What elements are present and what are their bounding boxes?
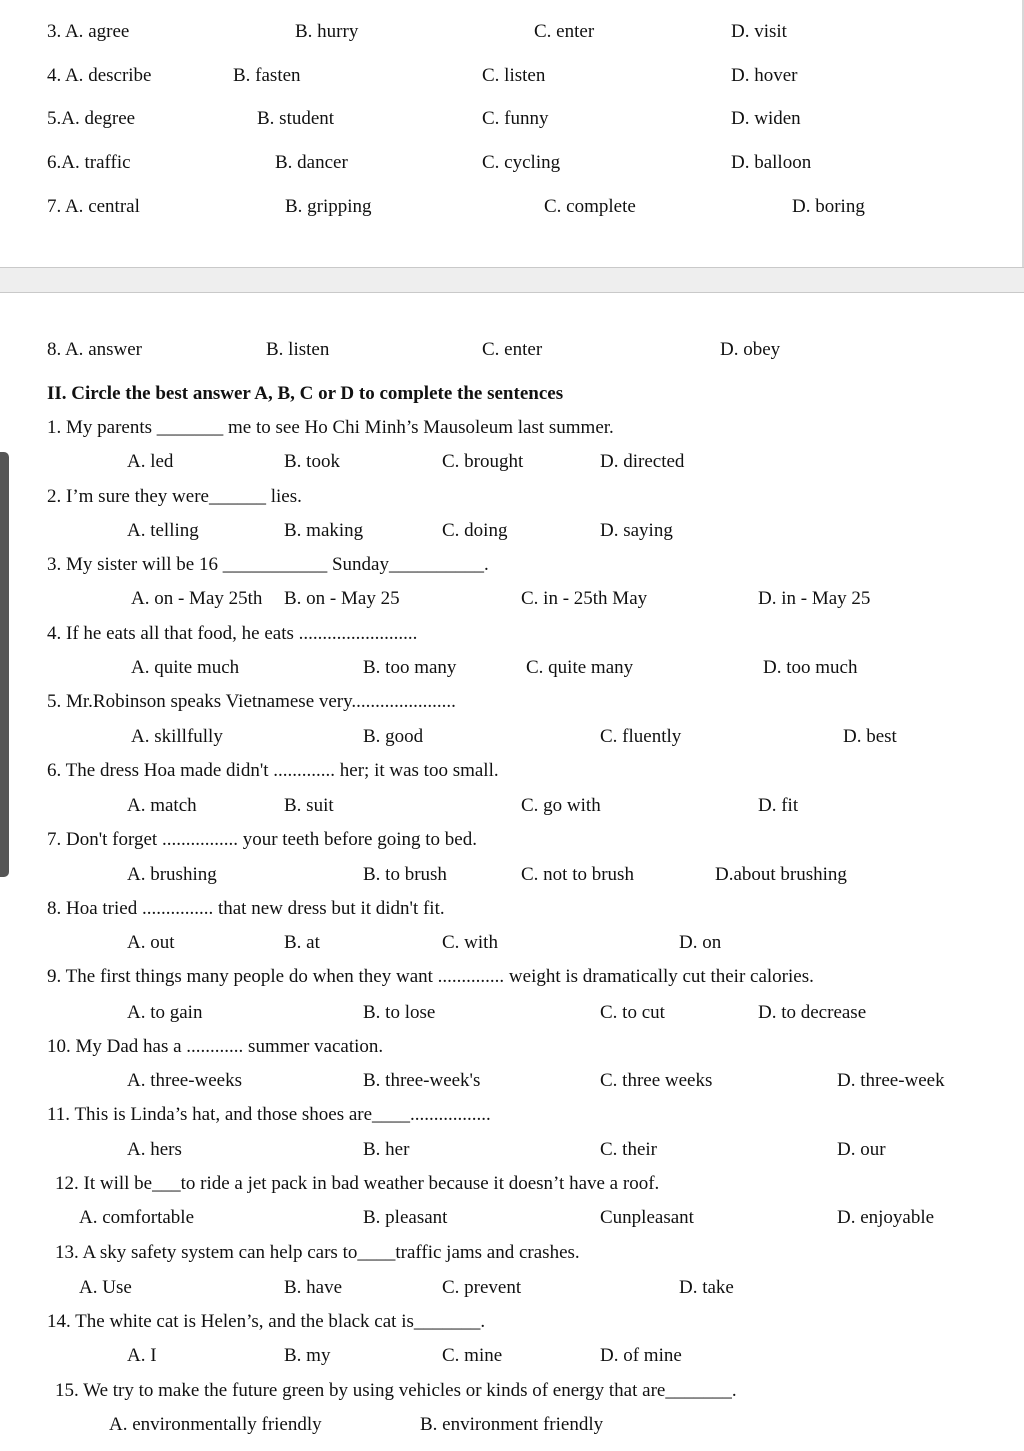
- item-4-c: C. listen: [482, 65, 546, 86]
- q6-option-c: C. go with: [521, 795, 601, 816]
- question-7: 7. Don't forget ................ your teeth before going to bed.: [47, 829, 477, 850]
- q1-option-c: C. brought: [442, 451, 524, 472]
- section-heading: II. Circle the best answer A, B, C or D to complete the sentences: [47, 383, 564, 404]
- q10-option-c: C. three weeks: [600, 1070, 713, 1091]
- q2-option-c: C. doing: [442, 520, 508, 541]
- q14-option-a: A. I: [127, 1345, 157, 1366]
- item-3-d: D. visit: [731, 21, 787, 42]
- q3-option-d: D. in - May 25: [758, 588, 871, 609]
- q4-option-a: A. quite much: [131, 657, 240, 678]
- scrollbar[interactable]: [0, 452, 9, 877]
- question-13: 13. A sky safety system can help cars to____traffic jams and crashes.: [55, 1242, 580, 1263]
- q10-option-d: D. three-week: [837, 1070, 945, 1091]
- q2-option-b: B. making: [284, 520, 364, 541]
- item-6-a: 6.A. traffic: [47, 152, 131, 173]
- q9-option-d: D. to decrease: [758, 1002, 867, 1023]
- q5-option-b: B. good: [363, 726, 424, 747]
- item-6-c: C. cycling: [482, 152, 561, 173]
- question-11: 11. This is Linda’s hat, and those shoes are____.................: [47, 1104, 491, 1125]
- item-5-d: D. widen: [731, 108, 801, 129]
- q9-option-a: A. to gain: [127, 1002, 203, 1023]
- q3-option-c: C. in - 25th May: [521, 588, 648, 609]
- item-4-a: 4. A. describe: [47, 65, 152, 86]
- q1-option-a: A. led: [127, 451, 174, 472]
- q5-option-d: D. best: [843, 726, 897, 747]
- q14-option-b: B. my: [284, 1345, 331, 1366]
- q13-option-c: C. prevent: [442, 1277, 522, 1298]
- q9-option-b: B. to lose: [363, 1002, 436, 1023]
- q5-option-a: A. skillfully: [131, 726, 223, 747]
- item-3-c: C. enter: [534, 21, 595, 42]
- question-4: 4. If he eats all that food, he eats .........................: [47, 623, 418, 644]
- q3-option-a: A. on - May 25th: [131, 588, 263, 609]
- q4-option-b: B. too many: [363, 657, 457, 678]
- q15-option-a: A. environmentally friendly: [109, 1414, 322, 1435]
- question-12: 12. It will be___to ride a jet pack in bad weather because it doesn’t have a roof.: [55, 1173, 660, 1194]
- q8-option-d: D. on: [679, 932, 722, 953]
- q11-option-b: B. her: [363, 1139, 410, 1160]
- q7-option-c: C. not to brush: [521, 864, 634, 885]
- item-7-a: 7. A. central: [47, 196, 140, 217]
- q8-option-b: B. at: [284, 932, 320, 953]
- question-8: 8. Hoa tried ............... that new dress but it didn't fit.: [47, 898, 445, 919]
- item-7-b: B. gripping: [285, 196, 372, 217]
- q6-option-b: B. suit: [284, 795, 334, 816]
- q1-option-d: D. directed: [600, 451, 685, 472]
- q12-option-d: D. enjoyable: [837, 1207, 935, 1228]
- item-4-d: D. hover: [731, 65, 798, 86]
- question-14: 14. The white cat is Helen’s, and the black cat is_______.: [47, 1311, 486, 1332]
- q14-option-c: C. mine: [442, 1345, 503, 1366]
- question-1: 1. My parents _______ me to see Ho Chi Minh’s Mausoleum last summer.: [47, 417, 614, 438]
- q5-option-c: C. fluently: [600, 726, 682, 747]
- q10-option-a: A. three-weeks: [127, 1070, 243, 1091]
- q4-option-c: C. quite many: [526, 657, 634, 678]
- q8-option-a: A. out: [127, 932, 175, 953]
- q3-option-b: B. on - May 25: [284, 588, 400, 609]
- q13-option-d: D. take: [679, 1277, 734, 1298]
- item-8-b: B. listen: [266, 339, 330, 360]
- q14-option-d: D. of mine: [600, 1345, 682, 1366]
- item-8-a: 8. A. answer: [47, 339, 142, 360]
- q4-option-d: D. too much: [763, 657, 858, 678]
- item-5-c: C. funny: [482, 108, 549, 129]
- item-6-b: B. dancer: [275, 152, 348, 173]
- q12-option-c: Cunpleasant: [600, 1207, 694, 1228]
- q7-option-d: D.about brushing: [715, 864, 847, 885]
- question-2: 2. I’m sure they were______ lies.: [47, 486, 302, 507]
- item-4-b: B. fasten: [233, 65, 301, 86]
- item-7-c: C. complete: [544, 196, 636, 217]
- question-5: 5. Mr.Robinson speaks Vietnamese very......................: [47, 691, 456, 712]
- page-gap: [0, 267, 1024, 293]
- question-6: 6. The dress Hoa made didn't ............. her; it was too small.: [47, 760, 499, 781]
- q7-option-b: B. to brush: [363, 864, 447, 885]
- question-10: 10. My Dad has a ............ summer vacation.: [47, 1036, 384, 1057]
- item-3-a: 3. A. agree: [47, 21, 130, 42]
- q6-option-a: A. match: [127, 795, 197, 816]
- q7-option-a: A. brushing: [127, 864, 217, 885]
- q6-option-d: D. fit: [758, 795, 799, 816]
- q2-option-d: D. saying: [600, 520, 673, 541]
- question-9: 9. The first things many people do when they want .............. weight is dramatically cut their calories.: [47, 966, 814, 987]
- q8-option-c: C. with: [442, 932, 498, 953]
- q10-option-b: B. three-week's: [363, 1070, 481, 1091]
- item-3-b: B. hurry: [295, 21, 359, 42]
- item-8-c: C. enter: [482, 339, 543, 360]
- q15-option-b: B. environment friendly: [420, 1414, 604, 1435]
- q1-option-b: B. took: [284, 451, 340, 472]
- q13-option-a: A. Use: [79, 1277, 132, 1298]
- item-7-d: D. boring: [792, 196, 865, 217]
- q11-option-a: A. hers: [127, 1139, 182, 1160]
- q9-option-c: C. to cut: [600, 1002, 665, 1023]
- item-5-b: B. student: [257, 108, 335, 129]
- item-8-d: D. obey: [720, 339, 781, 360]
- q12-option-a: A. comfortable: [79, 1207, 195, 1228]
- q13-option-b: B. have: [284, 1277, 343, 1298]
- item-5-a: 5.A. degree: [47, 108, 136, 129]
- item-6-d: D. balloon: [731, 152, 812, 173]
- q11-option-c: C. their: [600, 1139, 657, 1160]
- question-3: 3. My sister will be 16 ___________ Sunday__________.: [47, 554, 489, 575]
- q12-option-b: B. pleasant: [363, 1207, 448, 1228]
- question-15: 15. We try to make the future green by using vehicles or kinds of energy that are_______.: [55, 1380, 737, 1401]
- q2-option-a: A. telling: [127, 520, 199, 541]
- q11-option-d: D. our: [837, 1139, 886, 1160]
